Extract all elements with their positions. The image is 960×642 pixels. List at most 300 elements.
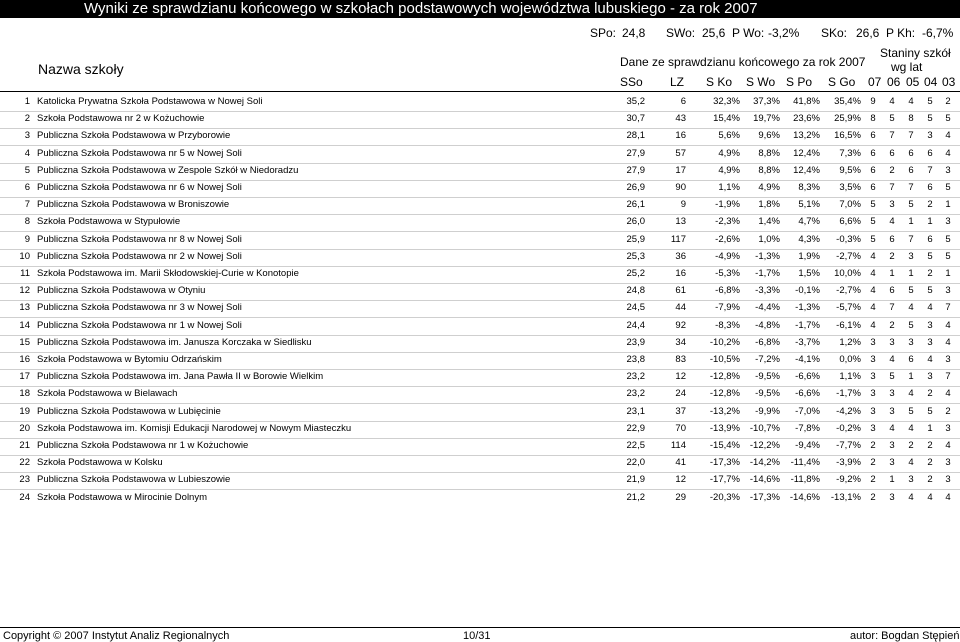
school-name: Publiczna Szkoła Podstawowa w Lubieszowie	[37, 474, 231, 486]
sko-value: -10,5%	[709, 354, 740, 365]
school-name: Szkoła Podstawowa nr 2 w Kożuchowie	[37, 113, 205, 125]
swo-value: -12,2%	[749, 440, 780, 451]
stanin-value: 1	[908, 268, 914, 279]
stanin-value: 3	[945, 216, 951, 228]
sgo-value: 0,0%	[839, 354, 861, 365]
stanin-value: 3	[908, 336, 914, 348]
stanin-value: 5	[927, 250, 933, 262]
spo-value: -7,0%	[795, 405, 820, 417]
table-row	[0, 300, 960, 317]
spo-value: -9,4%	[795, 440, 820, 451]
swo-value: -10,7%	[749, 422, 780, 434]
school-name: Publiczna Szkoła Podstawowa im. Jana Pawła II w Borowie Wielkim	[37, 371, 324, 383]
stanin-value: 6	[908, 354, 914, 365]
stanin-value: 3	[945, 164, 951, 176]
sko-value: -13,9%	[709, 422, 740, 434]
spo-value: 4,7%	[798, 216, 820, 228]
stanin-value: 7	[908, 130, 914, 142]
sko-value: -17,7%	[709, 474, 740, 486]
school-name: Szkoła Podstawowa im. Marii Skłodowskiej-Curie w Konotopie	[37, 268, 299, 279]
table-row	[0, 163, 960, 180]
lz-value: 90	[675, 182, 686, 193]
sgo-value: 3,5%	[839, 182, 861, 193]
stanin-value: 6	[870, 164, 876, 176]
stanin-value: 3	[945, 354, 951, 365]
stanin-value: 5	[927, 285, 933, 297]
stat-swo-label: SWo:	[666, 26, 696, 40]
sso-value: 24,5	[626, 302, 645, 314]
stanin-value: 7	[945, 371, 951, 383]
stanin-value: 5	[908, 285, 914, 297]
stat-spo-label: SPo:	[590, 26, 617, 40]
sko-value: -8,3%	[715, 319, 740, 331]
sgo-value: -7,7%	[836, 440, 861, 451]
stanin-value: 3	[908, 474, 914, 486]
row-number: 13	[19, 302, 30, 314]
stanin-value: 1	[889, 268, 895, 279]
row-number: 24	[19, 491, 30, 503]
swo-value: 1,0%	[758, 233, 780, 245]
stanin-value: 4	[945, 336, 951, 348]
row-number: 17	[19, 371, 30, 383]
sko-value: 4,9%	[718, 164, 740, 176]
stanin-value: 5	[945, 182, 951, 193]
sso-value: 21,2	[626, 491, 645, 503]
sgo-value: 7,0%	[839, 199, 861, 211]
stanin-value: 8	[908, 113, 914, 125]
stanin-value: 5	[908, 319, 914, 331]
sgo-value: 7,3%	[839, 147, 861, 159]
stanin-value: 5	[908, 199, 914, 211]
stat-pwo-value: -3,2%	[768, 26, 800, 40]
stanin-value: 4	[945, 388, 951, 400]
row-number: 10	[19, 250, 30, 262]
sso-value: 28,1	[626, 130, 645, 142]
school-name: Publiczna Szkoła Podstawowa w Otyniu	[37, 285, 206, 297]
sko-value: -1,9%	[715, 199, 740, 211]
sko-value: -4,9%	[715, 250, 740, 262]
sko-value: -10,2%	[709, 336, 740, 348]
stanin-value: 2	[945, 96, 951, 107]
lz-value: 83	[675, 354, 686, 365]
stanin-value: 1	[908, 216, 914, 228]
stanin-value: 4	[908, 302, 914, 314]
author-text: autor: Bogdan Stępień	[850, 630, 960, 642]
sso-value: 22,5	[626, 440, 645, 451]
swo-value: 37,3%	[753, 96, 780, 107]
col-sgo-header: S Go	[828, 75, 856, 89]
sko-value: -20,3%	[709, 491, 740, 503]
stanin-value: 4	[945, 147, 951, 159]
stanin-value: 4	[889, 422, 895, 434]
swo-value: -9,5%	[755, 371, 780, 383]
stanin-value: 3	[889, 491, 895, 503]
stanin-value: 4	[908, 422, 914, 434]
table-row	[0, 369, 960, 386]
stanin-value: 3	[889, 440, 895, 451]
spo-value: -3,7%	[795, 336, 820, 348]
lz-value: 16	[675, 130, 686, 142]
sko-value: 4,9%	[718, 147, 740, 159]
data-group-header: Dane ze sprawdzianu końcowego za rok 2007	[620, 55, 866, 69]
sso-value: 23,8	[626, 354, 645, 365]
stanin-value: 6	[870, 130, 876, 142]
school-name: Szkoła Podstawowa w Bielawach	[37, 388, 178, 400]
stanin-value: 1	[945, 268, 951, 279]
lz-value: 70	[675, 422, 686, 434]
school-name: Publiczna Szkoła Podstawowa nr 3 w Nowej Soli	[37, 302, 242, 314]
sso-value: 26,9	[626, 182, 645, 193]
school-name: Szkoła Podstawowa w Stypułowie	[37, 216, 181, 228]
swo-value: -7,2%	[755, 354, 780, 365]
school-name: Publiczna Szkoła Podstawowa w Lubięcinie	[37, 405, 221, 417]
table-row	[0, 249, 960, 266]
lz-value: 29	[675, 491, 686, 503]
row-number: 22	[19, 457, 30, 469]
stanin-value: 3	[870, 336, 876, 348]
stanin-value: 3	[945, 457, 951, 469]
spo-value: 13,2%	[793, 130, 820, 142]
swo-value: 8,8%	[758, 147, 780, 159]
sko-value: -2,6%	[715, 233, 740, 245]
lz-value: 13	[675, 216, 686, 228]
lz-value: 12	[675, 474, 686, 486]
stanin-value: 8	[870, 113, 876, 125]
swo-value: -17,3%	[749, 491, 780, 503]
sso-value: 21,9	[626, 474, 645, 486]
spo-value: 5,1%	[798, 199, 820, 211]
spo-value: -7,8%	[795, 422, 820, 434]
sko-value: -5,3%	[715, 268, 740, 279]
spo-value: -14,6%	[789, 491, 820, 503]
stanin-value: 2	[927, 199, 933, 211]
spo-value: -6,6%	[795, 388, 820, 400]
table-row	[0, 180, 960, 197]
stanin-value: 4	[889, 216, 895, 228]
spo-value: -0,1%	[795, 285, 820, 297]
stanin-value: 3	[927, 336, 933, 348]
stanin-value: 5	[870, 233, 876, 245]
sgo-value: 1,2%	[839, 336, 861, 348]
stanin-value: 5	[945, 233, 951, 245]
sso-value: 35,2	[626, 96, 645, 107]
stanin-value: 3	[889, 336, 895, 348]
sko-value: 1,1%	[718, 182, 740, 193]
stanin-value: 4	[870, 319, 876, 331]
spo-value: -1,7%	[795, 319, 820, 331]
sgo-value: -0,3%	[836, 233, 861, 245]
table-row	[0, 352, 960, 369]
sko-value: -6,8%	[715, 285, 740, 297]
spo-value: 4,3%	[798, 233, 820, 245]
sko-value: -13,2%	[709, 405, 740, 417]
school-name: Publiczna Szkoła Podstawowa nr 1 w Kożuchowie	[37, 440, 249, 451]
sko-value: 5,6%	[718, 130, 740, 142]
stanin-value: 2	[889, 319, 895, 331]
stanin-value: 1	[889, 474, 895, 486]
stat-swo-value: 25,6	[702, 26, 726, 40]
row-number: 16	[19, 354, 30, 365]
lz-value: 34	[675, 336, 686, 348]
stanin-value: 6	[889, 233, 895, 245]
lz-value: 9	[680, 199, 686, 211]
school-name: Publiczna Szkoła Podstawowa im. Janusza Korczaka w Siedlisku	[37, 336, 312, 348]
stanin-value: 4	[927, 491, 933, 503]
lz-value: 36	[675, 250, 686, 262]
stanin-value: 2	[927, 388, 933, 400]
stanin-value: 4	[908, 96, 914, 107]
col-lz-header: LZ	[670, 75, 685, 89]
col-sso-header: SSo	[620, 75, 643, 89]
stanin-value: 3	[870, 388, 876, 400]
sso-value: 24,4	[626, 319, 645, 331]
spo-value: -6,6%	[795, 371, 820, 383]
stanin-value: 6	[870, 147, 876, 159]
table-row	[0, 214, 960, 231]
table-row	[0, 283, 960, 300]
stanin-value: 5	[889, 113, 895, 125]
stanin-value: 5	[927, 113, 933, 125]
lz-value: 6	[680, 96, 686, 107]
table-row	[0, 111, 960, 128]
sgo-value: 10,0%	[834, 268, 861, 279]
year-04-header: 04	[924, 75, 938, 89]
sgo-value: -6,1%	[836, 319, 861, 331]
stanin-value: 4	[870, 285, 876, 297]
sso-value: 30,7	[626, 113, 645, 125]
stanin-value: 3	[945, 422, 951, 434]
stanin-value: 6	[889, 147, 895, 159]
school-name: Szkoła Podstawowa w Bytomiu Odrzańskim	[37, 354, 222, 365]
sko-value: -12,8%	[709, 388, 740, 400]
stanin-value: 2	[927, 474, 933, 486]
swo-value: 1,4%	[758, 216, 780, 228]
stanin-value: 5	[870, 199, 876, 211]
stanin-value: 6	[889, 285, 895, 297]
report-title: Wyniki ze sprawdzianu końcowego w szkołach podstawowych województwa lubuskiego - za rok 2007	[84, 0, 758, 17]
sso-value: 23,2	[626, 371, 645, 383]
stanin-value: 5	[945, 250, 951, 262]
sgo-value: -2,7%	[836, 285, 861, 297]
sko-value: 32,3%	[713, 96, 740, 107]
row-number: 1	[24, 96, 30, 107]
swo-value: -1,3%	[755, 250, 780, 262]
stanin-value: 5	[889, 371, 895, 383]
sgo-value: 25,9%	[834, 113, 861, 125]
school-name: Publiczna Szkoła Podstawowa nr 5 w Nowej Soli	[37, 147, 242, 159]
sko-value: -15,4%	[709, 440, 740, 451]
school-name: Publiczna Szkoła Podstawowa w Broniszowie	[37, 199, 230, 211]
row-number: 3	[24, 130, 30, 142]
school-name: Publiczna Szkoła Podstawowa nr 1 w Nowej Soli	[37, 319, 242, 331]
stanin-value: 5	[927, 405, 933, 417]
sso-value: 27,9	[626, 147, 645, 159]
spo-value: 23,6%	[793, 113, 820, 125]
swo-value: 8,8%	[758, 164, 780, 176]
row-number: 8	[24, 216, 30, 228]
swo-value: -9,5%	[755, 388, 780, 400]
spo-value: 1,5%	[798, 268, 820, 279]
stat-spo-value: 24,8	[622, 26, 646, 40]
stanin-value: 2	[889, 250, 895, 262]
row-number: 19	[19, 405, 30, 417]
stanin-value: 2	[870, 457, 876, 469]
stanin-value: 1	[908, 371, 914, 383]
swo-value: -1,7%	[755, 268, 780, 279]
row-number: 2	[24, 113, 30, 125]
stanin-value: 4	[870, 302, 876, 314]
row-number: 5	[24, 164, 30, 176]
sgo-value: 9,5%	[839, 164, 861, 176]
stat-sko-value: 26,6	[856, 26, 880, 40]
stanin-value: 6	[927, 182, 933, 193]
footer-divider	[0, 627, 960, 628]
stanin-value: 7	[889, 130, 895, 142]
sso-value: 23,2	[626, 388, 645, 400]
row-number: 20	[19, 422, 30, 434]
stanin-value: 7	[945, 302, 951, 314]
table-row	[0, 421, 960, 438]
sso-value: 22,9	[626, 422, 645, 434]
sgo-value: -4,2%	[836, 405, 861, 417]
spo-value: 12,4%	[793, 147, 820, 159]
stanin-value: 3	[945, 474, 951, 486]
school-name: Publiczna Szkoła Podstawowa nr 2 w Nowej Soli	[37, 250, 242, 262]
table-row	[0, 386, 960, 403]
sso-value: 24,8	[626, 285, 645, 297]
stanin-value: 3	[927, 371, 933, 383]
swo-value: -4,8%	[755, 319, 780, 331]
stanin-value: 3	[927, 319, 933, 331]
lz-value: 92	[675, 319, 686, 331]
lz-value: 114	[670, 440, 686, 451]
sso-value: 23,1	[626, 405, 645, 417]
table-row	[0, 404, 960, 421]
stanin-value: 2	[870, 491, 876, 503]
school-name: Szkoła Podstawowa im. Komisji Edukacji Narodowej w Nowym Miasteczku	[37, 422, 352, 434]
sgo-value: -9,2%	[836, 474, 861, 486]
school-name: Szkoła Podstawowa w Mirocinie Dolnym	[37, 491, 208, 503]
swo-value: 1,8%	[758, 199, 780, 211]
sgo-value: 35,4%	[834, 96, 861, 107]
swo-value: 4,9%	[758, 182, 780, 193]
year-03-header: 03	[942, 75, 956, 89]
stat-pwo-label: P Wo:	[732, 26, 765, 40]
school-name: Publiczna Szkoła Podstawowa nr 8 w Nowej Soli	[37, 233, 242, 245]
lz-value: 117	[670, 233, 686, 245]
stanin-value: 2	[945, 405, 951, 417]
year-05-header: 05	[906, 75, 920, 89]
report-title-bar	[0, 0, 960, 18]
stanin-value: 4	[945, 491, 951, 503]
stanin-value: 4	[945, 440, 951, 451]
lz-value: 41	[675, 457, 686, 469]
stanin-value: 2	[927, 268, 933, 279]
table-row	[0, 128, 960, 145]
stanin-value: 4	[889, 96, 895, 107]
sgo-value: -5,7%	[836, 302, 861, 314]
sko-value: 15,4%	[713, 113, 740, 125]
sso-value: 22,0	[626, 457, 645, 469]
swo-value: -14,2%	[749, 457, 780, 469]
sso-value: 25,9	[626, 233, 645, 245]
staniny-header: Staniny szkół	[880, 46, 951, 60]
stanin-value: 6	[908, 147, 914, 159]
stanin-value: 6	[927, 233, 933, 245]
lz-value: 43	[675, 113, 686, 125]
table-row	[0, 455, 960, 472]
stanin-value: 5	[927, 96, 933, 107]
school-name: Publiczna Szkoła Podstawowa nr 6 w Nowej Soli	[37, 182, 242, 193]
stanin-value: 3	[908, 250, 914, 262]
spo-value: -11,4%	[790, 457, 820, 469]
stanin-value: 2	[908, 440, 914, 451]
stanin-value: 2	[927, 457, 933, 469]
lz-value: 61	[675, 285, 686, 297]
spo-value: 12,4%	[793, 164, 820, 176]
school-name: Katolicka Prywatna Szkoła Podstawowa w Nowej Soli	[37, 96, 263, 107]
stanin-value: 2	[870, 474, 876, 486]
stanin-value: 4	[908, 388, 914, 400]
table-row	[0, 146, 960, 163]
row-number: 6	[24, 182, 30, 193]
lz-value: 24	[675, 388, 686, 400]
spo-value: -11,8%	[790, 474, 820, 486]
stanin-value: 3	[889, 199, 895, 211]
stanin-value: 3	[870, 371, 876, 383]
year-06-header: 06	[887, 75, 901, 89]
stanin-value: 4	[870, 250, 876, 262]
stanin-value: 3	[870, 422, 876, 434]
year-07-header: 07	[868, 75, 882, 89]
sso-value: 27,9	[626, 164, 645, 176]
stanin-value: 3	[927, 130, 933, 142]
row-number: 14	[19, 319, 30, 331]
sso-value: 26,0	[626, 216, 645, 228]
sso-value: 23,9	[626, 336, 645, 348]
stanin-value: 1	[927, 216, 933, 228]
header-divider	[0, 91, 960, 92]
stanin-value: 7	[908, 182, 914, 193]
sgo-value: 16,5%	[834, 130, 861, 142]
sgo-value: -13,1%	[830, 491, 861, 503]
stanin-value: 2	[870, 440, 876, 451]
table-row	[0, 438, 960, 455]
stat-pkh-label: P Kh:	[886, 26, 916, 40]
table-row	[0, 197, 960, 214]
sso-value: 25,2	[626, 268, 645, 279]
sgo-value: 1,1%	[839, 371, 861, 383]
stanin-value: 3	[945, 285, 951, 297]
table-row	[0, 472, 960, 489]
row-number: 9	[24, 233, 30, 245]
stanin-value: 3	[870, 354, 876, 365]
lz-value: 37	[675, 405, 686, 417]
swo-value: -3,3%	[755, 285, 780, 297]
school-name: Publiczna Szkoła Podstawowa w Zespole Szkół w Niedoradzu	[37, 164, 299, 176]
stanin-value: 7	[889, 182, 895, 193]
swo-value: -9,9%	[755, 405, 780, 417]
stanin-value: 5	[908, 405, 914, 417]
table-row	[0, 335, 960, 352]
sgo-value: -1,7%	[836, 388, 861, 400]
swo-value: 19,7%	[753, 113, 780, 125]
sko-value: -17,3%	[709, 457, 740, 469]
stanin-value: 4	[889, 354, 895, 365]
row-number: 18	[19, 388, 30, 400]
table-row	[0, 94, 960, 111]
sgo-value: -0,2%	[836, 422, 861, 434]
